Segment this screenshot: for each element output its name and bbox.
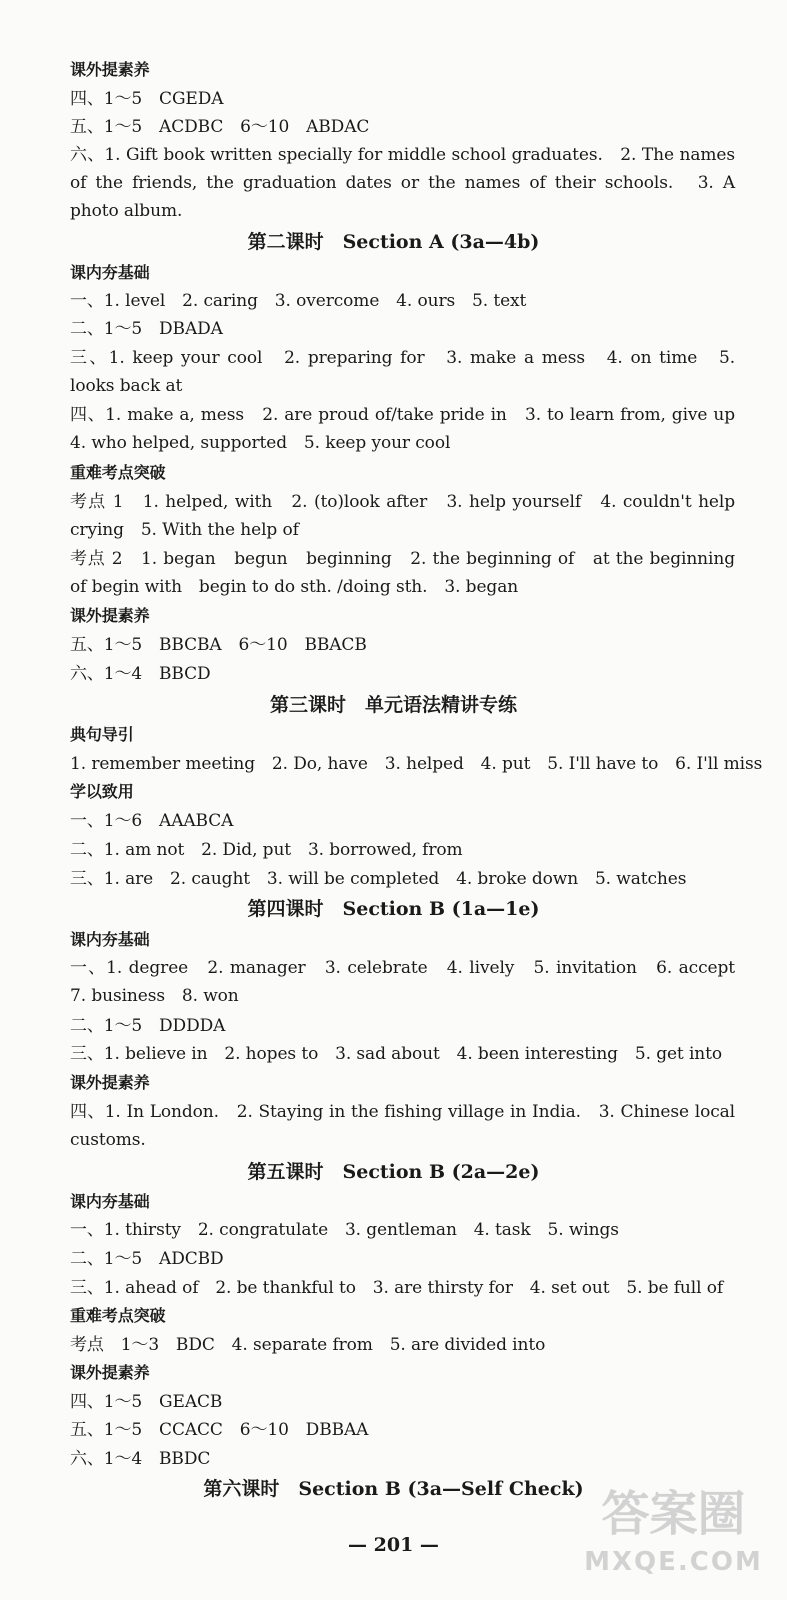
answer-line: 四、1～5 CGEDA — [70, 89, 224, 109]
answer-line: 1. remember meeting 2. Do, have 3. helped 4. put 5. I'll have to 6. I'll miss — [70, 754, 763, 774]
answer-line: 一、1～6 AAABCA — [70, 811, 234, 831]
page-number: — 201 — — [348, 1534, 439, 1556]
answer-paragraph: 一、1. degree 2. manager 3. celebrate 4. lively 5. invitation 6. accept 7. business 8. won — [70, 958, 735, 1006]
answer-line: 五、1～5 ACDBC 6～10 ABDAC — [70, 117, 370, 137]
answer-line: 六、1～4 BBDC — [70, 1449, 211, 1469]
lesson-heading: 第三课时 单元语法精讲专练 — [269, 694, 517, 716]
answer-paragraph: 四、1. In London. 2. Staying in the fishing village in India. 3. Chinese local customs. — [70, 1102, 735, 1150]
subsection-label: 课外提素养 — [70, 606, 150, 625]
subsection-label: 重难考点突破 — [70, 1306, 166, 1325]
subsection-label: 学以致用 — [70, 782, 134, 801]
answer-line: 五、1～5 BBCBA 6～10 BBACB — [70, 635, 367, 655]
lesson-heading: 第二课时 Section A (3a—4b) — [247, 231, 540, 253]
answer-paragraph: 六、1. Gift book written specially for middle school graduates. 2. The names of the friends, the graduation dates or the names of their schools. 3. A photo album. — [70, 145, 735, 221]
subsection-label: 典句导引 — [70, 725, 134, 744]
answer-paragraph: 考点 2 1. began begun beginning 2. the beginning of at the beginning of begin with begin to do sth. /doing sth. 3. began — [70, 549, 735, 597]
answer-line: 考点 1～3 BDC 4. separate from 5. are divided into — [70, 1335, 546, 1355]
answer-line: 四、1～5 GEACB — [70, 1392, 223, 1412]
answer-line: 二、1～5 DDDDA — [70, 1016, 226, 1036]
answer-line: 一、1. thirsty 2. congratulate 3. gentleman 4. task 5. wings — [70, 1220, 619, 1240]
subsection-label: 课外提素养 — [70, 1363, 150, 1382]
answer-line: 二、1. am not 2. Did, put 3. borrowed, from — [70, 840, 463, 860]
answer-paragraph: 三、1. keep your cool 2. preparing for 3. make a mess 4. on time 5. looks back at — [70, 348, 735, 396]
lesson-heading: 第五课时 Section B (2a—2e) — [247, 1161, 540, 1183]
answer-line: 五、1～5 CCACC 6～10 DBBAA — [70, 1420, 369, 1440]
answer-line: 六、1～4 BBCD — [70, 664, 211, 684]
answer-line: 三、1. believe in 2. hopes to 3. sad about 4. been interesting 5. get into — [70, 1044, 723, 1064]
subsection-label: 课外提素养 — [70, 1073, 150, 1092]
subsection-label: 课内夯基础 — [70, 930, 150, 949]
lesson-heading: 第六课时 Section B (3a—Self Check) — [203, 1478, 584, 1500]
subsection-label: 重难考点突破 — [70, 463, 166, 482]
watermark-url: MXQE.COM — [584, 1547, 763, 1577]
subsection-label: 课内夯基础 — [70, 1192, 150, 1211]
answer-paragraph: 四、1. make a, mess 2. are proud of/take pride in 3. to learn from, give up 4. who helped, supported 5. keep your cool — [70, 405, 752, 453]
watermark-logo-text: 答案圈 — [601, 1486, 746, 1542]
answer-line: 三、1. are 2. caught 3. will be completed 4. broke down 5. watches — [70, 869, 687, 889]
site-watermark — [566, 1484, 781, 1594]
answer-line: 一、1. level 2. caring 3. overcome 4. ours 5. text — [70, 291, 527, 311]
subsection-label: 课外提素养 — [70, 60, 150, 79]
answer-line: 二、1～5 DBADA — [70, 319, 223, 339]
subsection-label: 课内夯基础 — [70, 263, 150, 282]
answer-line: 三、1. ahead of 2. be thankful to 3. are thirsty for 4. set out 5. be full of — [70, 1278, 724, 1298]
answer-paragraph: 考点 1 1. helped, with 2. (to)look after 3. help yourself 4. couldn't help crying 5. With the help of — [70, 492, 735, 540]
answer-line: 二、1～5 ADCBD — [70, 1249, 224, 1269]
lesson-heading: 第四课时 Section B (1a—1e) — [247, 898, 540, 920]
